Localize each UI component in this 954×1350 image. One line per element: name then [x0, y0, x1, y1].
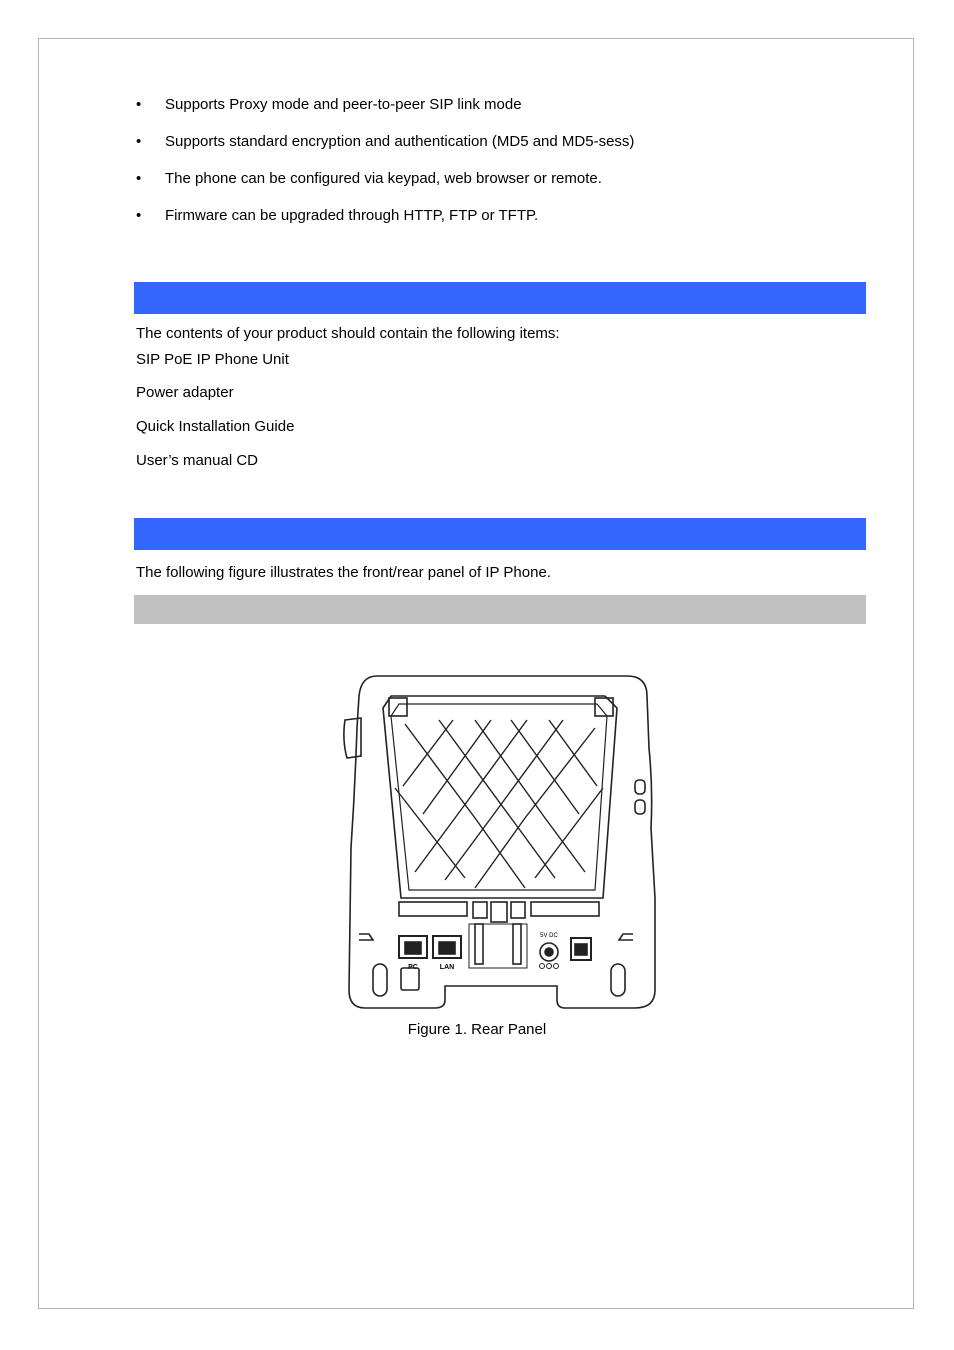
list-item: • The phone can be configured via keypad, web browser or remote.	[136, 170, 634, 207]
list-item: • Supports standard encryption and authentication (MD5 and MD5-sess)	[136, 133, 634, 170]
package-item: Power adapter	[136, 384, 234, 401]
list-item: • Supports Proxy mode and peer-to-peer SIP link mode	[136, 96, 634, 133]
hook	[389, 698, 407, 716]
mount-slot	[611, 964, 625, 996]
power-jack	[540, 943, 559, 969]
feature-list	[136, 96, 634, 244]
subsection-header-bar	[134, 595, 866, 624]
section-header-bar-panel	[134, 518, 866, 550]
package-item: Quick Installation Guide	[136, 418, 295, 435]
panel-intro: The following figure illustrates the front/rear panel of IP Phone.	[136, 564, 551, 581]
mount-slot	[373, 964, 387, 996]
left-tab	[344, 718, 361, 758]
package-intro: The contents of your product should contain the following items:	[136, 325, 560, 342]
list-item: • Firmware can be upgraded through HTTP, FTP or TFTP.	[136, 207, 634, 244]
side-slot	[635, 780, 645, 794]
package-item: User’s manual CD	[136, 452, 258, 469]
handset-port	[571, 938, 591, 960]
pc-port	[399, 936, 427, 958]
side-slot	[635, 800, 645, 814]
rear-panel-figure	[335, 668, 665, 1013]
package-item: SIP PoE IP Phone Unit	[136, 351, 289, 368]
section-header-bar-package	[134, 282, 866, 314]
lan-port-label: LAN	[439, 964, 455, 971]
lan-port	[433, 936, 461, 958]
lattice	[395, 720, 603, 888]
figure-caption: Figure 1. Rear Panel	[407, 1021, 547, 1038]
pc-port-label: PC	[408, 964, 418, 971]
power-label: 5V DC	[540, 933, 558, 939]
